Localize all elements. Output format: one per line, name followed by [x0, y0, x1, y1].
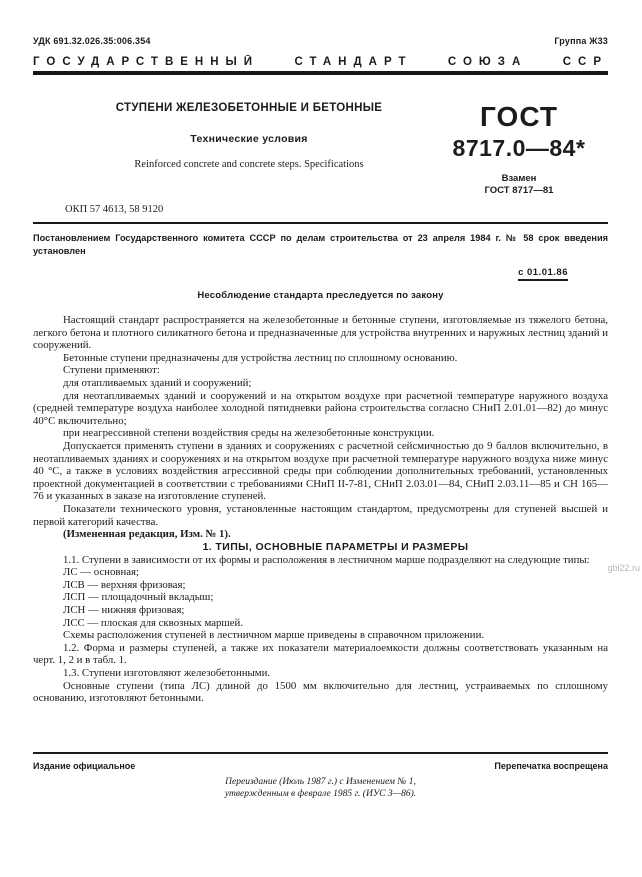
- section1-paragraph: 1.3. Ступени изготовляют железобетонными.: [63, 667, 271, 680]
- reissue-note-line1: Переиздание (Июль 1987 г.) с Изменением № 1,: [225, 776, 416, 787]
- gbi22-watermark: gbi22.ru: [607, 563, 640, 573]
- footer-rule: [33, 752, 608, 754]
- intro-paragraph: Допускается применять ступени в зданиях и сооружениях с расчетной сейсмичностью до 9 баллов включительно, в неотапливаемых зданиях и сооружениях и на открытом воздухе при расчетной температуре наружного воздуха ниже минус 40 °С, а также в условиях воздействия агрессивной среды при соблюдении дополнительных требований, установленных проектной документацией в соответствии с требованиями СНиП II-7-81, СНиП 2.03.01—84, СНиП 2.03.11—85 и СН 165—76 и указанных в заказе на изготовление ступеней.: [33, 439, 608, 503]
- intro-paragraph: Ступени применяют:: [63, 364, 160, 377]
- section1-paragraph: Основные ступени (типа ЛС) длиной до 1500 мм включительно для лестниц, устраиваемых по сплошному основанию, изготовляют бетонными.: [33, 679, 608, 705]
- state-standard-line: ГОСУДАРСТВЕННЫЙ СТАНДАРТ СОЮЗА ССР: [33, 56, 608, 68]
- okp-code: ОКП 57 4613, 58 9120: [65, 204, 164, 215]
- document-subtitle-english: Reinforced concrete and concrete steps. Specifications: [134, 159, 364, 170]
- header-rule: [33, 71, 608, 75]
- intro-paragraph: при неагрессивной степени воздействия среды на железобетонные конструкции.: [63, 427, 435, 440]
- section1-paragraph: ЛСС — плоская для сквозных маршей.: [63, 616, 244, 629]
- gost-label: ГОСТ: [480, 101, 558, 132]
- amendment-note: (Измененная редакция, Изм. № 1).: [63, 528, 231, 541]
- document-subtitle: Технические условия: [190, 133, 308, 145]
- section1-paragraph: ЛС — основная;: [63, 566, 139, 579]
- top-meta-row: [33, 36, 608, 46]
- effective-date-row: [33, 262, 608, 281]
- intro-paragraph: Настоящий стандарт распространяется на железобетонные и бетонные ступени, изготовляемые из тяжелого бетона, легкого бетона и плотного силикатного бетона и предназначенные для устройства внутренних и наружных лестниц зданий и сооружений.: [33, 314, 608, 352]
- reissue-note: [33, 776, 608, 800]
- intro-paragraph: Показатели технического уровня, установленные настоящим стандартом, предусмотрены для ступеней высшей и первой категорий качества.: [33, 502, 608, 528]
- section1-paragraph: ЛСП — площадочный вкладыш;: [63, 591, 214, 604]
- gost-number: 8717.0—84*: [452, 135, 586, 161]
- law-notice: Несоблюдение стандарта преследуется по закону: [197, 290, 444, 301]
- section1-paragraph: ЛСВ — верхняя фризовая;: [63, 578, 186, 591]
- decree-text: Постановлением Государственного комитета СССР по делам строительства от 23 апреля 1984 г. № 58 срок введения установлен: [33, 233, 608, 256]
- intro-paragraph: для отапливаемых зданий и сооружений;: [63, 376, 252, 389]
- section1-paragraph: ЛСН — нижняя фризовая;: [63, 604, 185, 617]
- section-divider-rule: [33, 222, 608, 224]
- section1-paragraph: 1.2. Форма и размеры ступеней, а также их показатели материалоемкости должны соответствовать указанным на черт. 1, 2 и в табл. 1.: [33, 641, 608, 667]
- title-area: [33, 101, 608, 197]
- replaces-label: Взамен: [501, 173, 537, 184]
- title-column: [33, 101, 430, 197]
- document-title: СТУПЕНИ ЖЕЛЕЗОБЕТОННЫЕ И БЕТОННЫЕ: [115, 102, 383, 114]
- effective-date: с 01.01.86: [518, 267, 568, 281]
- reissue-note-line2: утвержденным в феврале 1985 г. (ИУС 3—86).: [224, 788, 417, 799]
- group-code: Группа Ж33: [554, 36, 608, 46]
- intro-paragraph: для неотапливаемых зданий и сооружений и на открытом воздухе при расчетной температуре наружного воздуха (средней температуре воздуха наиболее холодной пятидневки района строительства согласно СНиП 2.01.01—82) до минус 40°С включительно;: [33, 389, 608, 427]
- section1-paragraph: 1.1. Ступени в зависимости от их формы и расположения в лестничном марше подразделяют на следующие типы:: [63, 553, 590, 566]
- section1-heading: 1. ТИПЫ, ОСНОВНЫЕ ПАРАМЕТРЫ И РАЗМЕРЫ: [202, 540, 469, 553]
- official-edition-label: Издание официальное: [33, 760, 136, 771]
- document-body: [33, 314, 608, 705]
- udk-code: УДК 691.32.026.35:006.354: [33, 36, 151, 46]
- page-footer: [33, 752, 608, 800]
- footer-row: [33, 761, 608, 772]
- reprint-notice-label: Перепечатка воспрещена: [494, 760, 608, 771]
- intro-paragraph: Бетонные ступени предназначены для устройства лестниц по сплошному основанию.: [63, 351, 458, 364]
- replaces-number: ГОСТ 8717—81: [484, 185, 554, 196]
- gost-code-block: [430, 101, 608, 197]
- section1-paragraph: Схемы расположения ступеней в лестничном марше приведены в справочном приложении.: [63, 629, 485, 642]
